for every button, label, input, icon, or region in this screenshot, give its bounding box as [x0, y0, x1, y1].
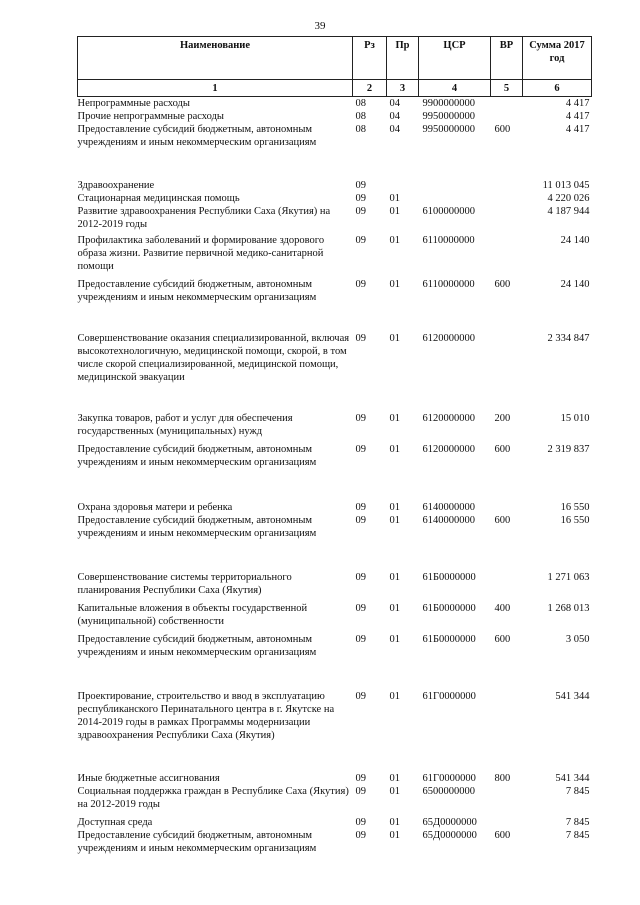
cell-pr [387, 179, 419, 192]
cell-rz: 09 [355, 413, 366, 424]
cell-csr: 9950000000 [422, 124, 475, 135]
cell-csr [419, 179, 491, 192]
cell-pr: 01 [389, 572, 400, 583]
cell-pr: 01 [389, 515, 400, 526]
table-row [78, 571, 592, 602]
cell-pr: 01 [389, 206, 400, 217]
cell-csr [419, 192, 491, 205]
table-row [78, 179, 592, 192]
cell-csr: 61Г0000000 [422, 691, 476, 702]
cell-pr: 01 [389, 413, 400, 424]
cell-name: Прочие непрограммные расходы [77, 111, 224, 122]
cell-rz: 08 [355, 111, 366, 122]
cell-sum: 4 417 [565, 98, 590, 109]
cell-vr: 600 [494, 444, 511, 455]
cell-name: Предоставление субсидий бюджетным, автономным учреждениям и иным некоммерческим организациям [77, 279, 317, 303]
cell-sum: 541 344 [555, 773, 590, 784]
cell-sum: 24 140 [560, 279, 590, 290]
cell-sum: 4 220 026 [547, 193, 590, 204]
cell-pr: 04 [389, 124, 400, 135]
cell-rz: 09 [355, 817, 366, 828]
table-row [78, 192, 592, 205]
header-row [78, 37, 592, 80]
cell-name: Капитальные вложения в объекты государственной (муниципальной) собственности [77, 603, 308, 627]
cell-vr [491, 332, 523, 412]
cell-pr: 01 [389, 502, 400, 513]
header-pr: Пр [387, 37, 419, 80]
cell-pr: 01 [389, 786, 400, 797]
cell-csr: 6100000000 [422, 206, 475, 217]
cell-vr: 800 [494, 773, 511, 784]
cell-vr: 600 [494, 124, 511, 135]
cell-sum: 16 550 [560, 515, 590, 526]
cell-rz: 09 [355, 603, 366, 614]
cell-vr [491, 179, 523, 192]
cell-vr [491, 205, 523, 234]
column-number: 1 [78, 80, 353, 97]
table-row [78, 690, 592, 772]
table-row [78, 205, 592, 234]
cell-csr: 6110000000 [422, 279, 475, 290]
cell-pr: 01 [389, 444, 400, 455]
cell-pr: 01 [389, 773, 400, 784]
cell-pr: 01 [389, 691, 400, 702]
table-row [78, 514, 592, 571]
table-row [78, 412, 592, 443]
cell-name: Предоставление субсидий бюджетным, автономным учреждениям и иным некоммерческим организациям [77, 444, 317, 468]
cell-rz: 09 [355, 502, 366, 513]
column-number: 3 [387, 80, 419, 97]
table-row [78, 602, 592, 633]
column-number: 4 [419, 80, 491, 97]
cell-sum: 7 845 [565, 817, 590, 828]
cell-pr: 04 [389, 98, 400, 109]
cell-pr: 01 [389, 235, 400, 246]
header-vr: ВР [491, 37, 523, 80]
cell-rz: 09 [355, 773, 366, 784]
cell-csr: 9950000000 [422, 111, 475, 122]
cell-rz: 09 [355, 206, 366, 217]
table-body [78, 97, 592, 856]
cell-sum: 3 050 [565, 634, 590, 645]
cell-csr: 6140000000 [422, 515, 475, 526]
cell-vr [491, 501, 523, 514]
cell-pr: 01 [389, 817, 400, 828]
page-number: 39 [314, 20, 326, 32]
cell-csr: 65Д0000000 [422, 817, 477, 828]
table-row [78, 278, 592, 332]
cell-name: Стационарная медицинская помощь [77, 193, 240, 204]
table-row [78, 785, 592, 816]
cell-vr: 600 [494, 634, 511, 645]
cell-sum: 7 845 [565, 830, 590, 841]
cell-sum: 1 271 063 [547, 572, 590, 583]
cell-name: Проектирование, строительство и ввод в эксплуатацию республиканского Перинатального центра в г. Якутске на 2014-2019 годы в рамках Программы модернизации здравоохранения Республики Саха (Якутия) [77, 691, 335, 741]
cell-csr: 61Г0000000 [422, 773, 476, 784]
cell-csr: 61Б0000000 [422, 603, 476, 614]
cell-csr: 6120000000 [422, 444, 475, 455]
table-row [78, 123, 592, 179]
table-row [78, 501, 592, 514]
cell-sum: 16 550 [560, 502, 590, 513]
table-row [78, 772, 592, 785]
cell-sum: 541 344 [555, 691, 590, 702]
cell-vr [491, 192, 523, 205]
table-row [78, 234, 592, 278]
cell-rz: 09 [355, 193, 366, 204]
cell-vr [491, 234, 523, 278]
cell-sum: 7 845 [565, 786, 590, 797]
cell-sum: 11 013 045 [542, 180, 590, 191]
cell-rz: 09 [355, 830, 366, 841]
table-row [78, 332, 592, 412]
cell-csr: 6120000000 [422, 333, 475, 344]
cell-vr [491, 690, 523, 772]
table-row [78, 110, 592, 123]
cell-vr [491, 785, 523, 816]
cell-csr: 61Б0000000 [422, 572, 476, 583]
cell-pr: 01 [389, 634, 400, 645]
column-number: 6 [523, 80, 592, 97]
cell-rz: 09 [355, 333, 366, 344]
cell-rz: 08 [355, 124, 366, 135]
cell-rz: 09 [355, 235, 366, 246]
cell-sum: 4 187 944 [547, 206, 590, 217]
cell-pr: 04 [389, 111, 400, 122]
cell-vr: 600 [494, 279, 511, 290]
budget-table [77, 36, 592, 855]
cell-rz: 08 [355, 98, 366, 109]
cell-rz: 09 [355, 180, 366, 191]
cell-sum: 4 417 [565, 111, 590, 122]
table-row [78, 633, 592, 690]
cell-vr: 200 [494, 413, 511, 424]
header-csr: ЦСР [419, 37, 491, 80]
cell-csr: 9900000000 [422, 98, 475, 109]
cell-rz: 09 [355, 279, 366, 290]
column-number: 2 [353, 80, 387, 97]
table-row [78, 816, 592, 829]
cell-name: Профилактика заболеваний и формирование здорового образа жизни. Развитие первичной медико-санитарной помощи [77, 235, 325, 272]
cell-vr [491, 110, 523, 123]
cell-sum: 4 417 [565, 124, 590, 135]
cell-pr: 01 [389, 830, 400, 841]
cell-rz: 09 [355, 572, 366, 583]
cell-sum: 1 268 013 [547, 603, 590, 614]
cell-rz: 09 [355, 786, 366, 797]
column-number: 5 [491, 80, 523, 97]
cell-sum: 15 010 [560, 413, 590, 424]
table-row [78, 97, 592, 111]
cell-name: Развитие здравоохранения Республики Саха (Якутия) на 2012-2019 годы [77, 206, 331, 230]
cell-name: Совершенствование оказания специализированной, включая высокотехнологичную, медицинской помощи, скорой, в том числе скорой специализированной, медицинской помощи, медицинской эвакуации [77, 333, 350, 383]
cell-csr: 6110000000 [422, 235, 475, 246]
cell-vr [491, 571, 523, 602]
cell-csr: 6500000000 [422, 786, 475, 797]
cell-pr: 01 [389, 333, 400, 344]
cell-name: Закупка товаров, работ и услуг для обеспечения государственных (муниципальных) нужд [77, 413, 293, 437]
cell-csr: 61Б0000000 [422, 634, 476, 645]
column-number-row [78, 80, 592, 97]
cell-name: Предоставление субсидий бюджетным, автономным учреждениям и иным некоммерческим организациям [77, 634, 317, 658]
cell-vr [491, 97, 523, 111]
cell-name: Предоставление субсидий бюджетным, автономным учреждениям и иным некоммерческим организациям [77, 515, 317, 539]
cell-pr: 01 [389, 279, 400, 290]
cell-vr: 400 [494, 603, 511, 614]
cell-csr: 6120000000 [422, 413, 475, 424]
header-name: Наименование [78, 37, 353, 80]
cell-vr: 600 [494, 515, 511, 526]
cell-pr: 01 [389, 603, 400, 614]
cell-rz: 09 [355, 634, 366, 645]
cell-rz: 09 [355, 515, 366, 526]
cell-csr: 6140000000 [422, 502, 475, 513]
cell-name: Предоставление субсидий бюджетным, автономным учреждениям и иным некоммерческим организациям [77, 830, 317, 854]
cell-name: Охрана здоровья матери и ребенка [77, 502, 233, 513]
cell-pr: 01 [389, 193, 400, 204]
header-sum: Сумма 2017 год [523, 37, 592, 80]
table-row [78, 829, 592, 855]
cell-name: Непрограммные расходы [77, 98, 190, 109]
cell-vr [491, 816, 523, 829]
cell-name: Социальная поддержка граждан в Республике Саха (Якутия) на 2012-2019 годы [77, 786, 349, 810]
cell-rz: 09 [355, 444, 366, 455]
cell-vr: 600 [494, 830, 511, 841]
cell-sum: 24 140 [560, 235, 590, 246]
header-rz: Рз [353, 37, 387, 80]
cell-name: Иные бюджетные ассигнования [77, 773, 220, 784]
table-row [78, 443, 592, 501]
cell-sum: 2 319 837 [547, 444, 590, 455]
cell-rz: 09 [355, 691, 366, 702]
cell-name: Здравоохранение [77, 180, 155, 191]
cell-name: Доступная среда [77, 817, 153, 828]
cell-name: Совершенствование системы территориального планирования Республики Саха (Якутия) [77, 572, 292, 596]
cell-sum: 2 334 847 [547, 333, 590, 344]
cell-csr: 65Д0000000 [422, 830, 477, 841]
cell-name: Предоставление субсидий бюджетным, автономным учреждениям и иным некоммерческим организациям [77, 124, 317, 148]
